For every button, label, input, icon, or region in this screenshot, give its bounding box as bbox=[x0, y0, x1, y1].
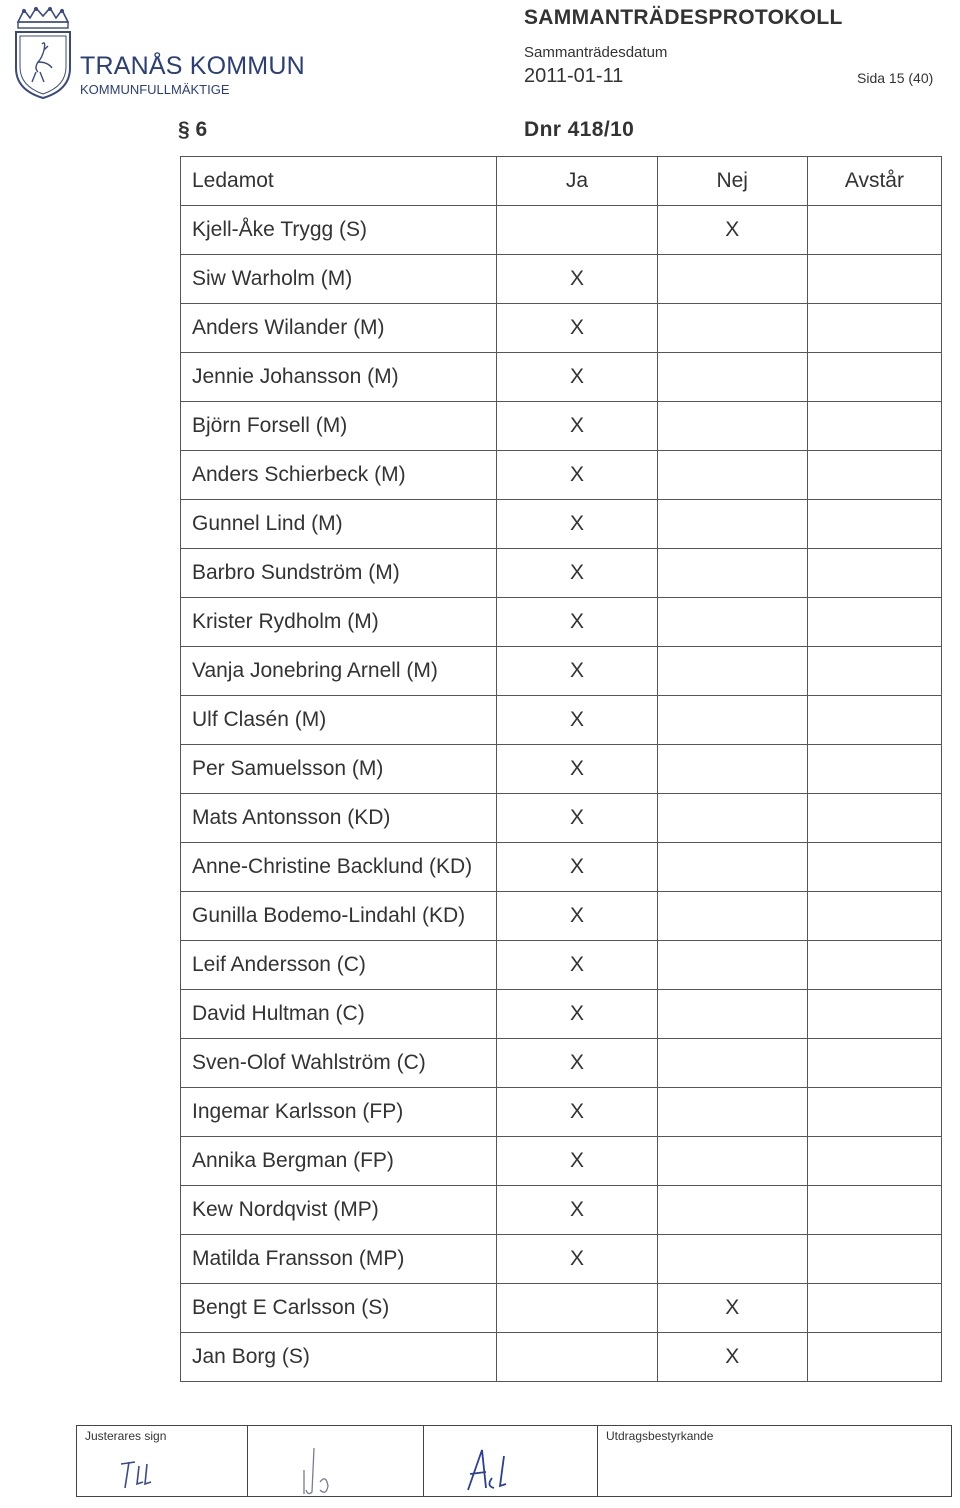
vote-no-cell bbox=[657, 353, 807, 402]
member-name-cell: Kjell-Åke Trygg (S) bbox=[181, 206, 497, 255]
table-row bbox=[181, 206, 942, 255]
meeting-date-label: Sammanträdesdatum bbox=[524, 44, 668, 61]
member-name-cell: Anders Wilander (M) bbox=[181, 304, 497, 353]
vote-no-cell bbox=[657, 647, 807, 696]
vote-abstain-cell bbox=[807, 500, 941, 549]
signature-box-3 bbox=[424, 1425, 598, 1497]
table-row bbox=[181, 1284, 942, 1333]
initials-signature-3 bbox=[424, 1426, 598, 1498]
vote-yes-cell: X bbox=[497, 549, 657, 598]
vote-yes-cell: X bbox=[497, 892, 657, 941]
vote-no-cell bbox=[657, 598, 807, 647]
vote-yes-cell: X bbox=[497, 598, 657, 647]
table-row bbox=[181, 647, 942, 696]
column-header-abstain: Avstår bbox=[807, 157, 941, 206]
table-row bbox=[181, 304, 942, 353]
member-name-cell: Ingemar Karlsson (FP) bbox=[181, 1088, 497, 1137]
vote-abstain-cell bbox=[807, 451, 941, 500]
member-name-cell: Vanja Jonebring Arnell (M) bbox=[181, 647, 497, 696]
table-row bbox=[181, 549, 942, 598]
table-row bbox=[181, 255, 942, 304]
vote-abstain-cell bbox=[807, 647, 941, 696]
vote-no-cell: X bbox=[657, 1284, 807, 1333]
column-header-yes: Ja bbox=[497, 157, 657, 206]
vote-no-cell bbox=[657, 1235, 807, 1284]
table-row bbox=[181, 1137, 942, 1186]
vote-abstain-cell bbox=[807, 304, 941, 353]
extract-certification-label: Utdragsbestyrkande bbox=[606, 1429, 714, 1443]
vote-abstain-cell bbox=[807, 549, 941, 598]
vote-abstain-cell bbox=[807, 255, 941, 304]
table-row bbox=[181, 1333, 942, 1382]
member-name-cell: Mats Antonsson (KD) bbox=[181, 794, 497, 843]
extract-certification-box bbox=[598, 1425, 952, 1497]
member-name-cell: Leif Andersson (C) bbox=[181, 941, 497, 990]
initials-signature-2 bbox=[248, 1426, 424, 1498]
vote-table-header-row bbox=[181, 157, 942, 206]
signature-footer bbox=[76, 1425, 952, 1497]
page-number: Sida 15 (40) bbox=[857, 70, 934, 86]
vote-no-cell bbox=[657, 1186, 807, 1235]
member-name-cell: Krister Rydholm (M) bbox=[181, 598, 497, 647]
member-name-cell: Matilda Fransson (MP) bbox=[181, 1235, 497, 1284]
column-header-no: Nej bbox=[657, 157, 807, 206]
member-name-cell: Barbro Sundström (M) bbox=[181, 549, 497, 598]
meeting-date: 2011-01-11 bbox=[524, 65, 624, 87]
vote-abstain-cell bbox=[807, 598, 941, 647]
vote-yes-cell: X bbox=[497, 1088, 657, 1137]
vote-yes-cell: X bbox=[497, 304, 657, 353]
vote-yes-cell: X bbox=[497, 745, 657, 794]
diary-number: Dnr 418/10 bbox=[524, 118, 635, 141]
vote-no-cell: X bbox=[657, 1333, 807, 1382]
table-row bbox=[181, 451, 942, 500]
vote-yes-cell: X bbox=[497, 255, 657, 304]
department-name: KOMMUNFULLMÄKTIGE bbox=[80, 82, 230, 97]
vote-no-cell bbox=[657, 304, 807, 353]
vote-no-cell bbox=[657, 402, 807, 451]
table-row bbox=[181, 402, 942, 451]
member-name-cell: Annika Bergman (FP) bbox=[181, 1137, 497, 1186]
vote-abstain-cell bbox=[807, 1039, 941, 1088]
vote-yes-cell: X bbox=[497, 990, 657, 1039]
vote-abstain-cell bbox=[807, 353, 941, 402]
document-title: SAMMANTRÄDESPROTOKOLL bbox=[524, 6, 843, 29]
member-name-cell: Ulf Clasén (M) bbox=[181, 696, 497, 745]
vote-yes-cell bbox=[497, 1333, 657, 1382]
member-name-cell: Bengt E Carlsson (S) bbox=[181, 1284, 497, 1333]
vote-yes-cell: X bbox=[497, 353, 657, 402]
vote-abstain-cell bbox=[807, 892, 941, 941]
vote-yes-cell: X bbox=[497, 647, 657, 696]
vote-abstain-cell bbox=[807, 1333, 941, 1382]
vote-no-cell bbox=[657, 255, 807, 304]
paragraph-number: § 6 bbox=[178, 118, 208, 141]
table-row bbox=[181, 598, 942, 647]
member-name-cell: Kew Nordqvist (MP) bbox=[181, 1186, 497, 1235]
table-row bbox=[181, 1088, 942, 1137]
member-name-cell: Jan Borg (S) bbox=[181, 1333, 497, 1382]
vote-no-cell bbox=[657, 1088, 807, 1137]
vote-abstain-cell bbox=[807, 794, 941, 843]
vote-no-cell bbox=[657, 451, 807, 500]
vote-no-cell bbox=[657, 696, 807, 745]
vote-yes-cell: X bbox=[497, 451, 657, 500]
member-name-cell: Anders Schierbeck (M) bbox=[181, 451, 497, 500]
signature-box-2 bbox=[248, 1425, 424, 1497]
vote-yes-cell: X bbox=[497, 843, 657, 892]
member-name-cell: Björn Forsell (M) bbox=[181, 402, 497, 451]
vote-no-cell bbox=[657, 794, 807, 843]
table-row bbox=[181, 794, 942, 843]
vote-yes-cell bbox=[497, 1284, 657, 1333]
member-name-cell: Jennie Johansson (M) bbox=[181, 353, 497, 402]
vote-no-cell bbox=[657, 990, 807, 1039]
vote-yes-cell: X bbox=[497, 941, 657, 990]
vote-abstain-cell bbox=[807, 843, 941, 892]
member-name-cell: Gunilla Bodemo-Lindahl (KD) bbox=[181, 892, 497, 941]
vote-yes-cell: X bbox=[497, 1186, 657, 1235]
member-name-cell: David Hultman (C) bbox=[181, 990, 497, 1039]
vote-yes-cell: X bbox=[497, 500, 657, 549]
vote-no-cell bbox=[657, 941, 807, 990]
vote-abstain-cell bbox=[807, 1088, 941, 1137]
table-row bbox=[181, 892, 942, 941]
table-row bbox=[181, 990, 942, 1039]
vote-yes-cell: X bbox=[497, 794, 657, 843]
signature-label: Justerares sign bbox=[85, 1429, 167, 1443]
table-row bbox=[181, 745, 942, 794]
vote-no-cell bbox=[657, 843, 807, 892]
vote-abstain-cell bbox=[807, 696, 941, 745]
vote-no-cell bbox=[657, 745, 807, 794]
table-row bbox=[181, 1235, 942, 1284]
vote-no-cell: X bbox=[657, 206, 807, 255]
vote-no-cell bbox=[657, 1039, 807, 1088]
member-name-cell: Gunnel Lind (M) bbox=[181, 500, 497, 549]
vote-abstain-cell bbox=[807, 1235, 941, 1284]
vote-yes-cell bbox=[497, 206, 657, 255]
vote-no-cell bbox=[657, 500, 807, 549]
initials-signature-1 bbox=[77, 1426, 249, 1498]
vote-abstain-cell bbox=[807, 402, 941, 451]
table-row bbox=[181, 843, 942, 892]
vote-abstain-cell bbox=[807, 1186, 941, 1235]
table-row bbox=[181, 353, 942, 402]
vote-yes-cell: X bbox=[497, 1137, 657, 1186]
vote-abstain-cell bbox=[807, 990, 941, 1039]
vote-yes-cell: X bbox=[497, 1235, 657, 1284]
table-row bbox=[181, 1039, 942, 1088]
member-name-cell: Anne-Christine Backlund (KD) bbox=[181, 843, 497, 892]
vote-no-cell bbox=[657, 1137, 807, 1186]
table-row bbox=[181, 696, 942, 745]
vote-abstain-cell bbox=[807, 1137, 941, 1186]
organization-name: TRANÅS KOMMUN bbox=[80, 52, 305, 80]
vote-yes-cell: X bbox=[497, 402, 657, 451]
vote-abstain-cell bbox=[807, 206, 941, 255]
tranas-crest-logo bbox=[8, 6, 78, 102]
vote-abstain-cell bbox=[807, 1284, 941, 1333]
vote-abstain-cell bbox=[807, 745, 941, 794]
vote-table bbox=[180, 156, 942, 1382]
member-name-cell: Sven-Olof Wahlström (C) bbox=[181, 1039, 497, 1088]
vote-abstain-cell bbox=[807, 941, 941, 990]
vote-yes-cell: X bbox=[497, 1039, 657, 1088]
member-name-cell: Per Samuelsson (M) bbox=[181, 745, 497, 794]
column-header-member: Ledamot bbox=[181, 157, 497, 206]
vote-table-body bbox=[181, 206, 942, 1382]
table-row bbox=[181, 500, 942, 549]
table-row bbox=[181, 941, 942, 990]
vote-no-cell bbox=[657, 549, 807, 598]
table-row bbox=[181, 1186, 942, 1235]
signature-box-1 bbox=[76, 1425, 248, 1497]
vote-no-cell bbox=[657, 892, 807, 941]
member-name-cell: Siw Warholm (M) bbox=[181, 255, 497, 304]
vote-yes-cell: X bbox=[497, 696, 657, 745]
